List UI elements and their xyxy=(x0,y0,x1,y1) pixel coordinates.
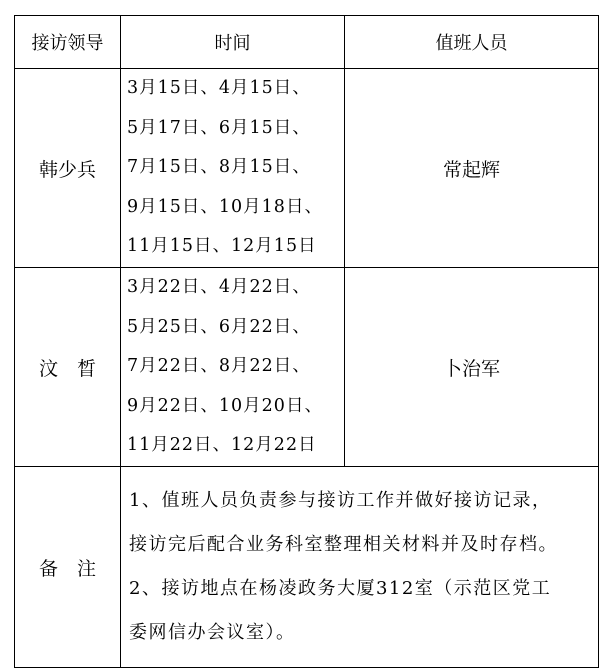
header-time: 时间 xyxy=(121,16,345,69)
date-line: 5月25日、6月22日、 xyxy=(127,316,311,337)
note-line: 2、接访地点在杨凌政务大厦312室（示范区党工 xyxy=(129,578,552,599)
date-line: 9月15日、10月18日、 xyxy=(127,196,323,217)
date-list xyxy=(121,268,345,467)
date-line: 3月22日、4月22日、 xyxy=(127,277,311,298)
header-leader: 接访领导 xyxy=(15,16,121,69)
table-row xyxy=(15,268,599,467)
date-line: 9月22日、10月20日、 xyxy=(127,395,323,416)
date-line: 5月17日、6月15日、 xyxy=(127,117,311,138)
note-line: 委网信办会议室）。 xyxy=(129,622,296,643)
date-line: 3月15日、4月15日、 xyxy=(127,78,311,99)
duty-person-name: 常起辉 xyxy=(345,69,599,268)
date-line: 11月22日、12月22日 xyxy=(127,435,317,456)
header-duty: 值班人员 xyxy=(345,16,599,69)
notes-text xyxy=(121,467,599,668)
note-line: 接访完后配合业务科室整理相关材料并及时存档。 xyxy=(129,534,558,555)
duty-schedule-table xyxy=(14,15,599,668)
date-line: 7月15日、8月15日、 xyxy=(127,157,311,178)
leader-name: 汶 晳 xyxy=(15,268,121,467)
duty-person-name: 卜治军 xyxy=(345,268,599,467)
date-list xyxy=(121,69,345,268)
date-line: 7月22日、8月22日、 xyxy=(127,356,311,377)
table-header-row xyxy=(15,16,599,69)
notes-row xyxy=(15,467,599,668)
date-line: 11月15日、12月15日 xyxy=(127,236,317,257)
note-line: 1、值班人员负责参与接访工作并做好接访记录， xyxy=(129,490,552,511)
leader-name: 韩少兵 xyxy=(15,69,121,268)
table-row xyxy=(15,69,599,268)
notes-label: 备 注 xyxy=(15,467,121,668)
